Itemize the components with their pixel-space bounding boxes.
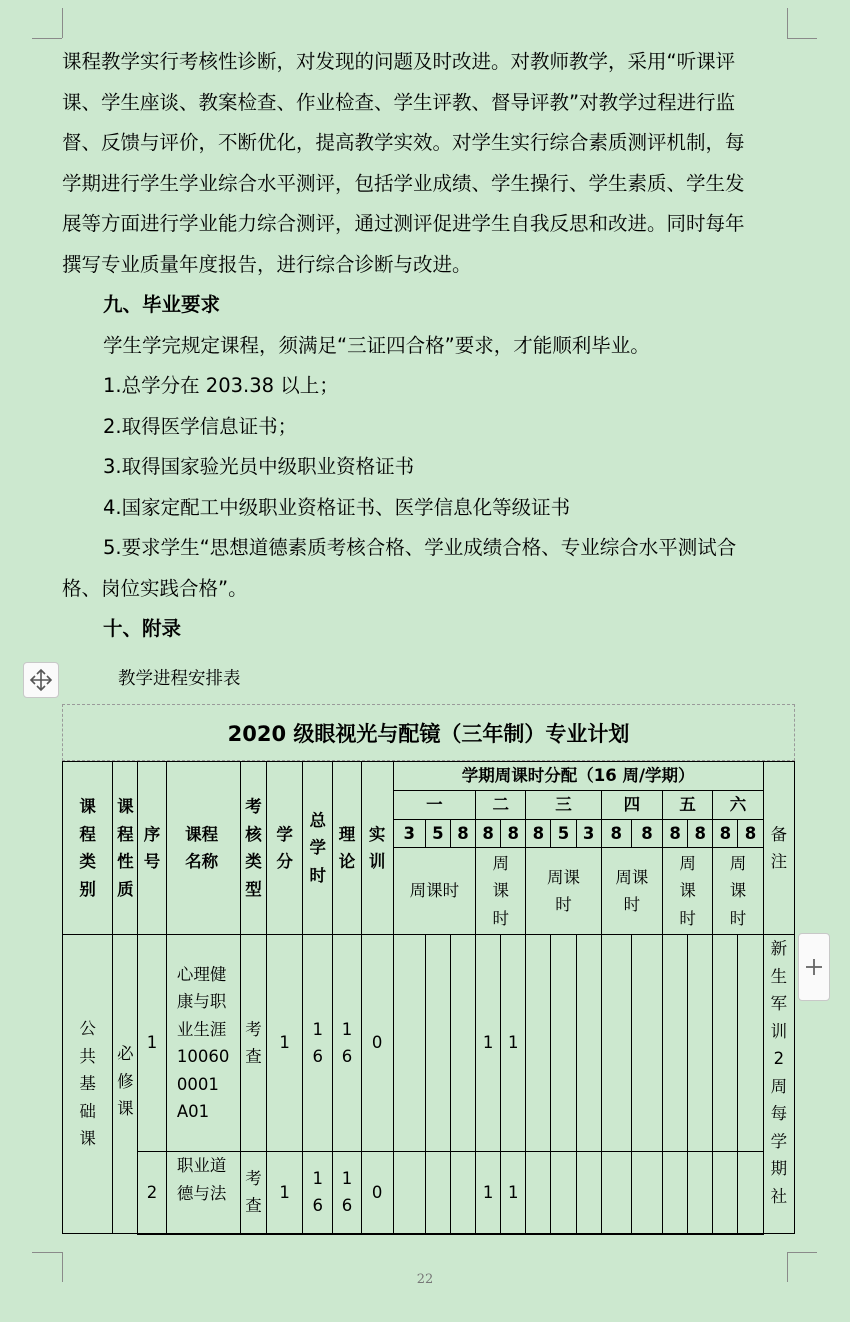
hours-cell	[631, 935, 662, 1152]
semester-label: 六	[713, 790, 763, 819]
requirement-item-continued: 格、岗位实践合格”。	[62, 577, 248, 600]
hours-cell	[526, 935, 551, 1152]
header-seq: 序号	[138, 762, 166, 935]
crop-mark-bottom-right	[787, 1252, 817, 1253]
header-exam-type: 考核类型	[240, 762, 266, 935]
paragraph-line: 督、反馈与评价，不断优化，提高教学实效。对学生实行综合素质测评机制，每	[62, 131, 745, 154]
hours-cell	[425, 935, 450, 1152]
hours-cell	[631, 1152, 662, 1234]
hours-cell	[526, 1152, 551, 1234]
hours-cell	[576, 1152, 601, 1234]
header-theory: 理论	[333, 762, 361, 935]
requirement-item: 5.要求学生“思想道德素质考核合格、学业成绩合格、专业综合水平测试合	[103, 536, 737, 559]
header-category: 课程类别	[63, 762, 113, 935]
semester-label: 五	[663, 790, 713, 819]
appendix-caption: 教学进程安排表	[118, 669, 241, 689]
week-count: 8	[476, 819, 501, 848]
theory-cell: 16	[333, 1152, 361, 1234]
header-remarks: 备注	[763, 762, 794, 935]
theory-cell: 16	[333, 935, 361, 1152]
paragraph-line: 课、学生座谈、教案检查、作业检查、学生评教、督导评教”对教学过程进行监	[62, 91, 736, 114]
hours-cell	[738, 1152, 763, 1234]
credit-cell: 1	[267, 1152, 303, 1234]
week-count: 8	[738, 819, 763, 848]
week-count: 8	[688, 819, 713, 848]
crop-mark-top-left	[32, 38, 62, 39]
table-move-handle[interactable]	[23, 662, 59, 698]
remarks-cell: 新生军训2周 每学期社	[763, 935, 794, 1234]
crop-mark-bottom-left	[32, 1252, 62, 1253]
seq-cell: 1	[138, 935, 166, 1152]
unit-label: 周课时	[601, 848, 662, 935]
week-count: 3	[576, 819, 601, 848]
crop-mark-top-left	[62, 8, 63, 38]
week-count: 3	[393, 819, 425, 848]
exam-cell: 考查	[240, 935, 266, 1152]
total-hours-cell: 16	[303, 935, 333, 1152]
hours-cell	[393, 1152, 425, 1234]
hours-cell: 1	[501, 935, 526, 1152]
unit-label: 周课时	[526, 848, 601, 935]
week-count: 8	[450, 819, 475, 848]
header-total-hours: 总学时	[303, 762, 333, 935]
paragraph-line: 撰写专业质量年度报告，进行综合诊断与改进。	[62, 253, 472, 276]
week-count: 5	[425, 819, 450, 848]
credit-cell: 1	[267, 935, 303, 1152]
header-name: 课程名称	[166, 762, 240, 935]
unit-label: 周课时	[476, 848, 526, 935]
practice-cell: 0	[361, 1152, 393, 1234]
total-hours-cell: 16	[303, 1152, 333, 1234]
header-allocation: 学期周课时分配（16 周/学期）	[393, 762, 763, 791]
hours-cell	[425, 1152, 450, 1234]
requirement-item: 2.取得医学信息证书；	[103, 415, 298, 438]
week-count: 8	[601, 819, 631, 848]
week-count: 8	[713, 819, 738, 848]
hours-cell	[551, 935, 576, 1152]
unit-label: 周课时	[713, 848, 763, 935]
hours-cell	[450, 935, 475, 1152]
crop-mark-top-right	[787, 8, 788, 38]
table-add-button[interactable]	[798, 933, 830, 1001]
table-row	[63, 935, 795, 1152]
practice-cell: 0	[361, 935, 393, 1152]
hours-cell	[663, 935, 688, 1152]
requirement-item: 4.国家定配工中级职业资格证书、医学信息化等级证书	[103, 496, 571, 519]
header-practice: 实训	[361, 762, 393, 935]
unit-label: 周课时	[393, 848, 475, 935]
semester-label: 二	[476, 790, 526, 819]
week-count: 8	[631, 819, 662, 848]
semester-label: 四	[601, 790, 662, 819]
paragraph-line: 课程教学实行考核性诊断，对发现的问题及时改进。对教师教学，采用“听课评	[62, 50, 736, 73]
requirement-item: 1.总学分在 203.38 以上；	[103, 374, 339, 397]
plus-icon	[804, 957, 824, 977]
table-title: 2020 级眼视光与配镜（三年制）专业计划	[62, 704, 795, 761]
week-count: 8	[501, 819, 526, 848]
paragraph-line: 学期进行学生学业综合水平测评，包括学业成绩、学生操行、学生素质、学生发	[62, 172, 745, 195]
nature-cell: 必修课	[113, 935, 138, 1234]
hours-cell: 1	[476, 1152, 501, 1234]
hours-cell	[393, 935, 425, 1152]
hours-cell	[713, 1152, 738, 1234]
hours-cell: 1	[501, 1152, 526, 1234]
exam-cell: 考查	[240, 1152, 266, 1234]
section-heading-appendix: 十、附录	[103, 617, 182, 640]
header-nature: 课程性质	[113, 762, 138, 935]
hours-cell	[663, 1152, 688, 1234]
header-row	[63, 762, 795, 791]
seq-cell: 2	[138, 1152, 166, 1234]
category-cell: 公共基础课	[63, 935, 113, 1234]
paragraph-line: 展等方面进行学业能力综合测评，通过测评促进学生自我反思和改进。同时每年	[62, 212, 745, 235]
requirement-item: 3.取得国家验光员中级职业资格证书	[103, 455, 415, 478]
course-name-cell: 心理健康与职业生涯100600001A01	[166, 935, 240, 1152]
course-plan-table	[62, 761, 795, 1235]
graduation-intro: 学生学完规定课程，须满足“三证四合格”要求，才能顺利毕业。	[103, 334, 650, 357]
hours-cell: 1	[476, 935, 501, 1152]
unit-label: 周课时	[663, 848, 713, 935]
crop-mark-top-right	[787, 38, 817, 39]
semester-label: 三	[526, 790, 601, 819]
week-count: 8	[663, 819, 688, 848]
hours-cell	[551, 1152, 576, 1234]
hours-cell	[688, 1152, 713, 1234]
move-arrows-icon	[28, 667, 54, 693]
hours-cell	[738, 935, 763, 1152]
table-row	[63, 1152, 795, 1234]
week-count: 8	[526, 819, 551, 848]
hours-cell	[601, 1152, 631, 1234]
course-name-cell: 职业道德与法	[166, 1152, 240, 1234]
hours-cell	[601, 935, 631, 1152]
hours-cell	[450, 1152, 475, 1234]
week-count: 5	[551, 819, 576, 848]
hours-cell	[688, 935, 713, 1152]
semester-label: 一	[393, 790, 475, 819]
header-credit: 学分	[267, 762, 303, 935]
section-heading-graduation: 九、毕业要求	[103, 293, 221, 316]
hours-cell	[713, 935, 738, 1152]
hours-cell	[576, 935, 601, 1152]
page-number: 22	[416, 1272, 434, 1287]
